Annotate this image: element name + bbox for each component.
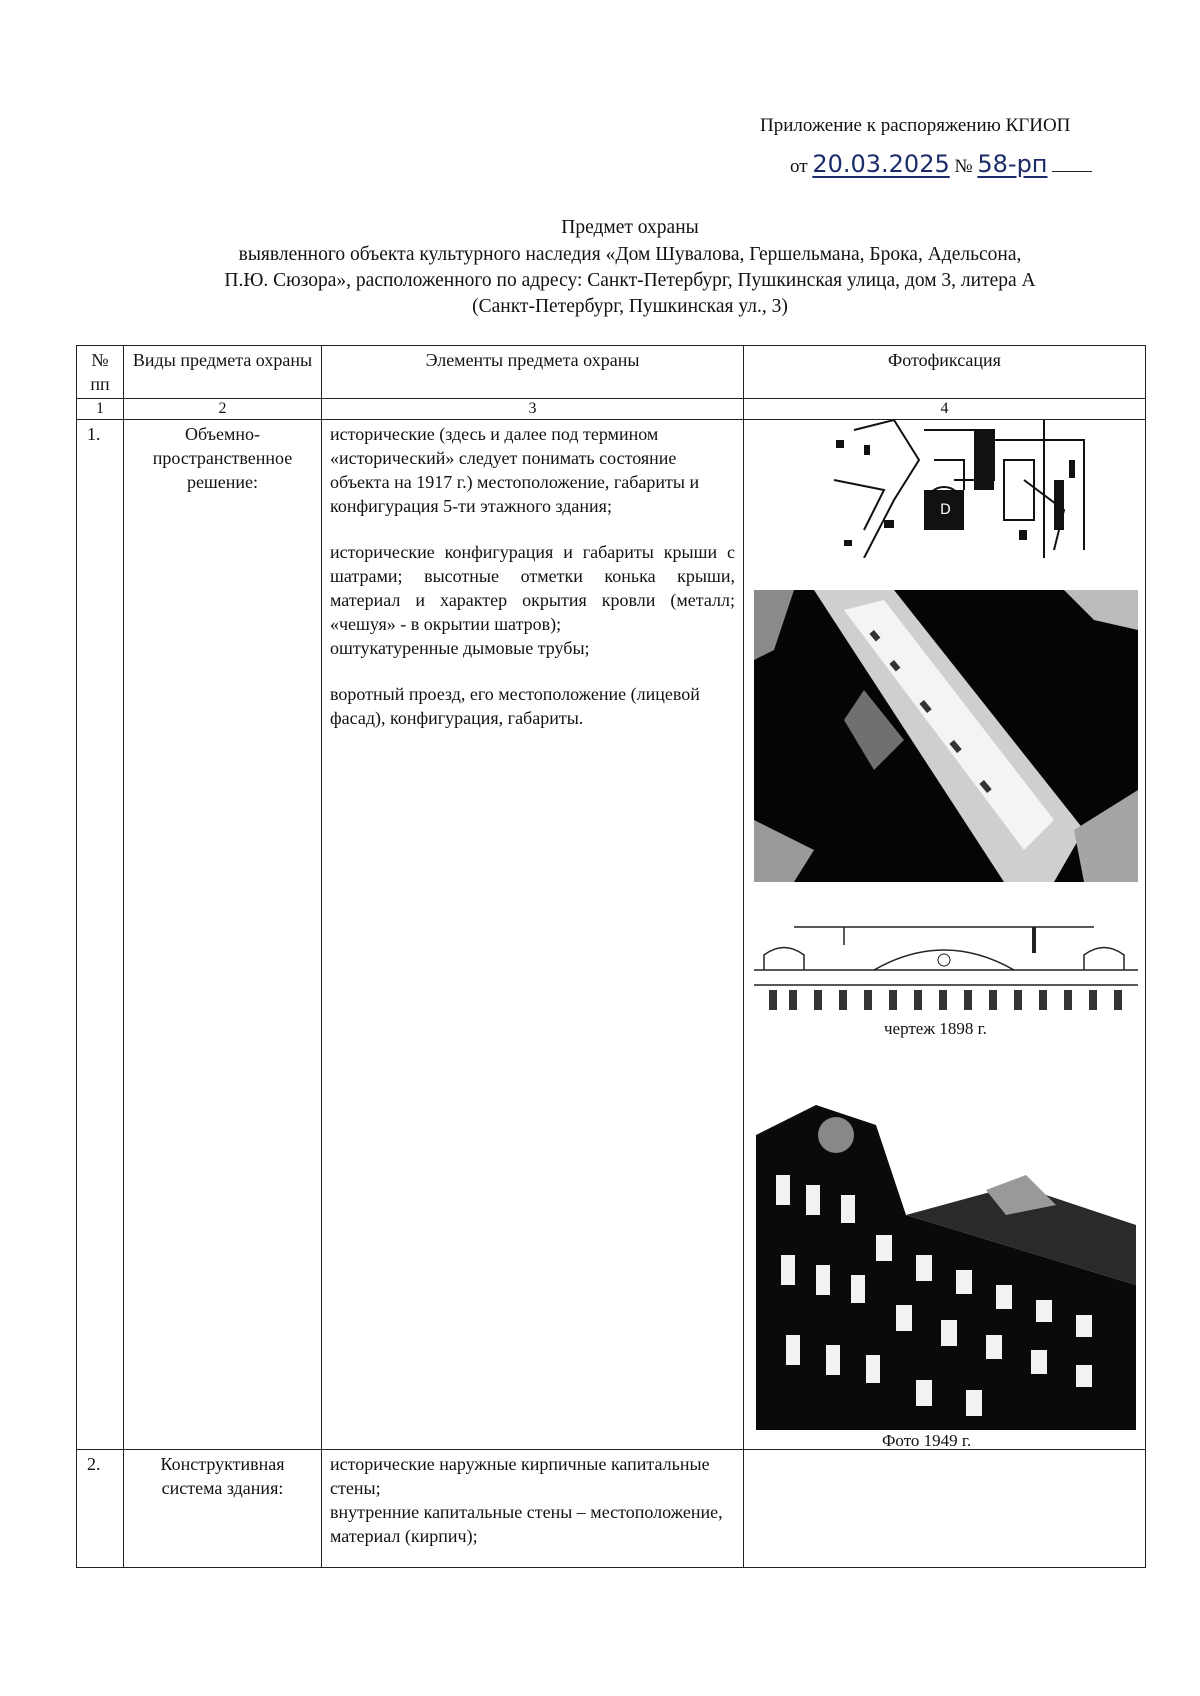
column-number: 1: [77, 399, 124, 420]
protection-table: [76, 345, 1146, 1568]
photo-cell: [744, 420, 1146, 1450]
table-header-row: [77, 346, 1146, 399]
order-underline: [1052, 170, 1092, 172]
row-elements: [322, 420, 744, 1450]
order-date: 20.03.2025: [812, 150, 950, 178]
order-prefix: от: [790, 156, 808, 177]
site-plan-image: [824, 420, 1094, 558]
appendix-line: Приложение к распоряжению КГИОП: [760, 115, 1071, 136]
order-number: 58-рп: [977, 150, 1048, 178]
facade-drawing-1898: [754, 925, 1138, 1017]
street-photo-1949: [756, 1095, 1136, 1430]
element-text-roof: исторические конфигурация и габариты крыши с шатрами; высотные отметки конька крыши, материал и характер окрытия кровли (металл; «чешуя» - в окрытии шатров);: [330, 542, 735, 634]
table-row: [77, 420, 1146, 1450]
element-text: воротный проезд, его местоположение (лицевой фасад), конфигурация, габариты.: [330, 684, 700, 728]
caption-photo: Фото 1949 г.: [882, 1431, 972, 1450]
order-line: [790, 150, 1092, 178]
element-text: [330, 540, 735, 660]
header-kind: Виды предмета охраны: [124, 346, 322, 399]
header-num: № пп: [77, 346, 124, 399]
element-text: исторические (здесь и далее под термином «исторический» следует понимать состояние объекта на 1917 г.) местоположение, габариты и конфигурация 5-ти этажного здания;: [330, 424, 700, 516]
column-number: 4: [744, 399, 1146, 420]
element-text: внутренние капитальные стены – местоположение, материал (кирпич);: [330, 1502, 723, 1546]
caption-drawing: чертеж 1898 г.: [884, 1019, 987, 1038]
table-row: [77, 1450, 1146, 1568]
header-elements: Элементы предмета охраны: [322, 346, 744, 399]
doc-title-line2: выявленного объекта культурного наследия «Дом Шувалова, Гершельмана, Брока, Адельсона,: [238, 244, 1022, 265]
row-kind: Объемно-пространственное решение:: [124, 420, 322, 1450]
svg-text:D: D: [940, 502, 951, 518]
row-kind: Конструктивная система здания:: [124, 1450, 322, 1568]
order-number-label: №: [954, 156, 973, 177]
element-text-chimneys: оштукатуренные дымовые трубы;: [330, 638, 590, 658]
column-number: 2: [124, 399, 322, 420]
header-photos: Фотофиксация: [744, 346, 1146, 399]
row-number: 1.: [77, 420, 124, 1450]
column-number-row: [77, 399, 1146, 420]
photo-cell-empty: [744, 1450, 1146, 1568]
element-text: исторические наружные кирпичные капитальные стены;: [330, 1454, 710, 1498]
row-number: 2.: [77, 1450, 124, 1568]
doc-title-line4: (Санкт-Петербург, Пушкинская ул., 3): [472, 296, 788, 317]
doc-title-line3: П.Ю. Сюзора», расположенного по адресу: Санкт-Петербург, Пушкинская улица, дом 3, литера А: [224, 270, 1036, 291]
column-number: 3: [322, 399, 744, 420]
row-elements: [322, 1450, 744, 1568]
aerial-photo: [754, 590, 1138, 882]
doc-title: Предмет охраны: [561, 217, 699, 238]
